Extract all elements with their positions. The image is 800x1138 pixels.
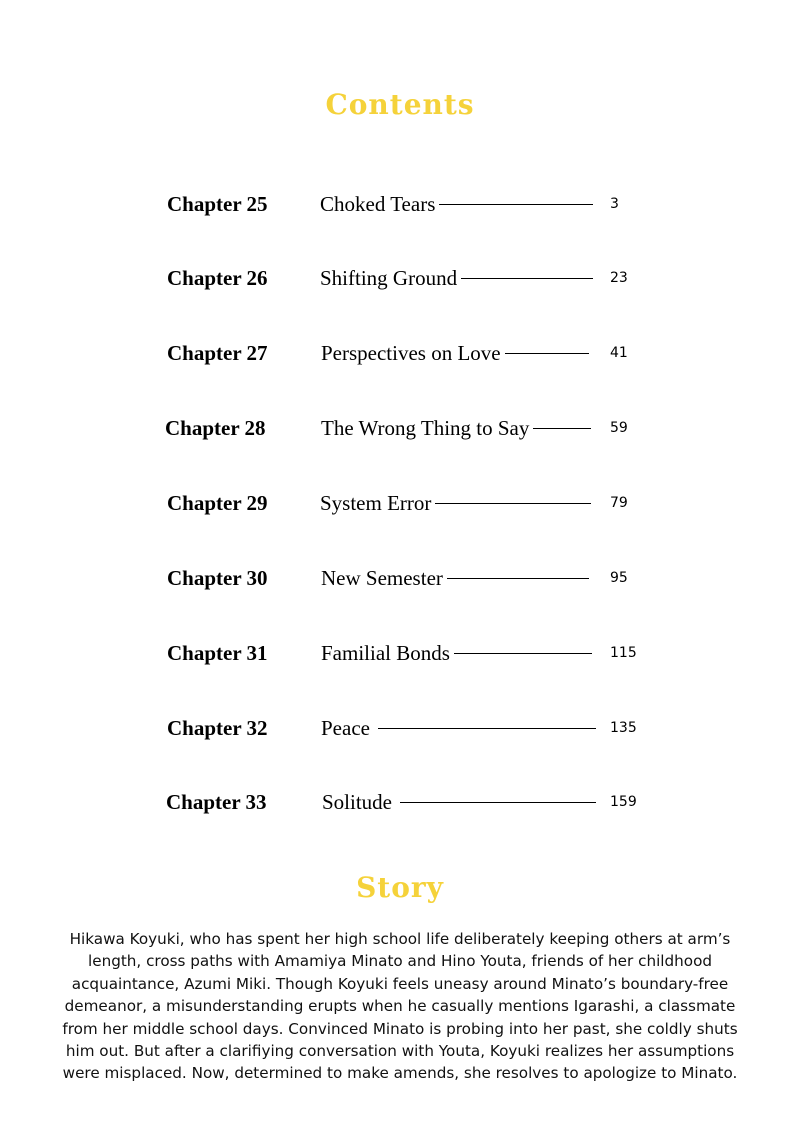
chapter-label: Chapter 33: [166, 790, 267, 814]
page-number: 41: [610, 345, 628, 361]
chapter-title: The Wrong Thing to Say: [321, 413, 591, 443]
chapter-label: Chapter 26: [167, 266, 268, 290]
toc-row: [0, 638, 800, 668]
dot-leader: [439, 204, 593, 205]
chapter-label: Chapter 31: [167, 641, 268, 665]
contents-heading: Contents: [325, 88, 475, 121]
toc-row: [0, 189, 800, 219]
page-number: 59: [610, 420, 628, 436]
story-heading: Story: [356, 871, 444, 904]
chapter-label: Chapter 28: [165, 416, 266, 440]
chapter-label: Chapter 25: [167, 192, 268, 216]
chapter-title: New Semester: [321, 563, 589, 593]
page-number: 135: [610, 720, 637, 736]
dot-leader: [505, 353, 589, 354]
page-number: 159: [610, 794, 637, 810]
page-number: 79: [610, 495, 628, 511]
dot-leader: [400, 802, 596, 803]
chapter-title: Perspectives on Love: [321, 338, 589, 368]
toc-row: [0, 563, 800, 593]
chapter-title: Peace: [321, 713, 596, 743]
toc-row: [0, 787, 800, 817]
chapter-label: Chapter 27: [167, 341, 268, 365]
toc-row: [0, 263, 800, 293]
dot-leader: [378, 728, 596, 729]
chapter-title: Solitude: [322, 787, 596, 817]
toc-row: [0, 413, 800, 443]
story-synopsis: Hikawa Koyuki, who has spent her high school life deliberately keeping others at arm’s length, cross paths with Amamiya Minato and Hino Youta, friends of her childhood acquaintance, Azumi Miki. Though Koyuki feels uneasy around Minato’s boundary-free demeanor, a misunderstanding erupts when he casually mentions Igarashi, a classmate from her middle school days. Convinced Minato is probing into her past, she coldly shuts him out. But after a clarifiying conversation with Youta, Koyuki realizes her assumptions were misplaced. Now, determined to make amends, she resolves to apologize to Minato.: [62, 930, 738, 1083]
dot-leader: [447, 578, 589, 579]
page-number: 23: [610, 270, 628, 286]
chapter-title: System Error: [320, 488, 591, 518]
chapter-title: Choked Tears: [320, 189, 593, 219]
dot-leader: [461, 278, 593, 279]
page-number: 95: [610, 570, 628, 586]
dot-leader: [454, 653, 592, 654]
page-number: 115: [610, 645, 637, 661]
toc-row: [0, 338, 800, 368]
chapter-label: Chapter 29: [167, 491, 268, 515]
toc-row: [0, 713, 800, 743]
chapter-title: Familial Bonds: [321, 638, 592, 668]
toc-row: [0, 488, 800, 518]
dot-leader: [435, 503, 591, 504]
dot-leader: [533, 428, 591, 429]
chapter-title: Shifting Ground: [320, 263, 593, 293]
page-number: 3: [610, 196, 619, 212]
chapter-label: Chapter 30: [167, 566, 268, 590]
chapter-label: Chapter 32: [167, 716, 268, 740]
